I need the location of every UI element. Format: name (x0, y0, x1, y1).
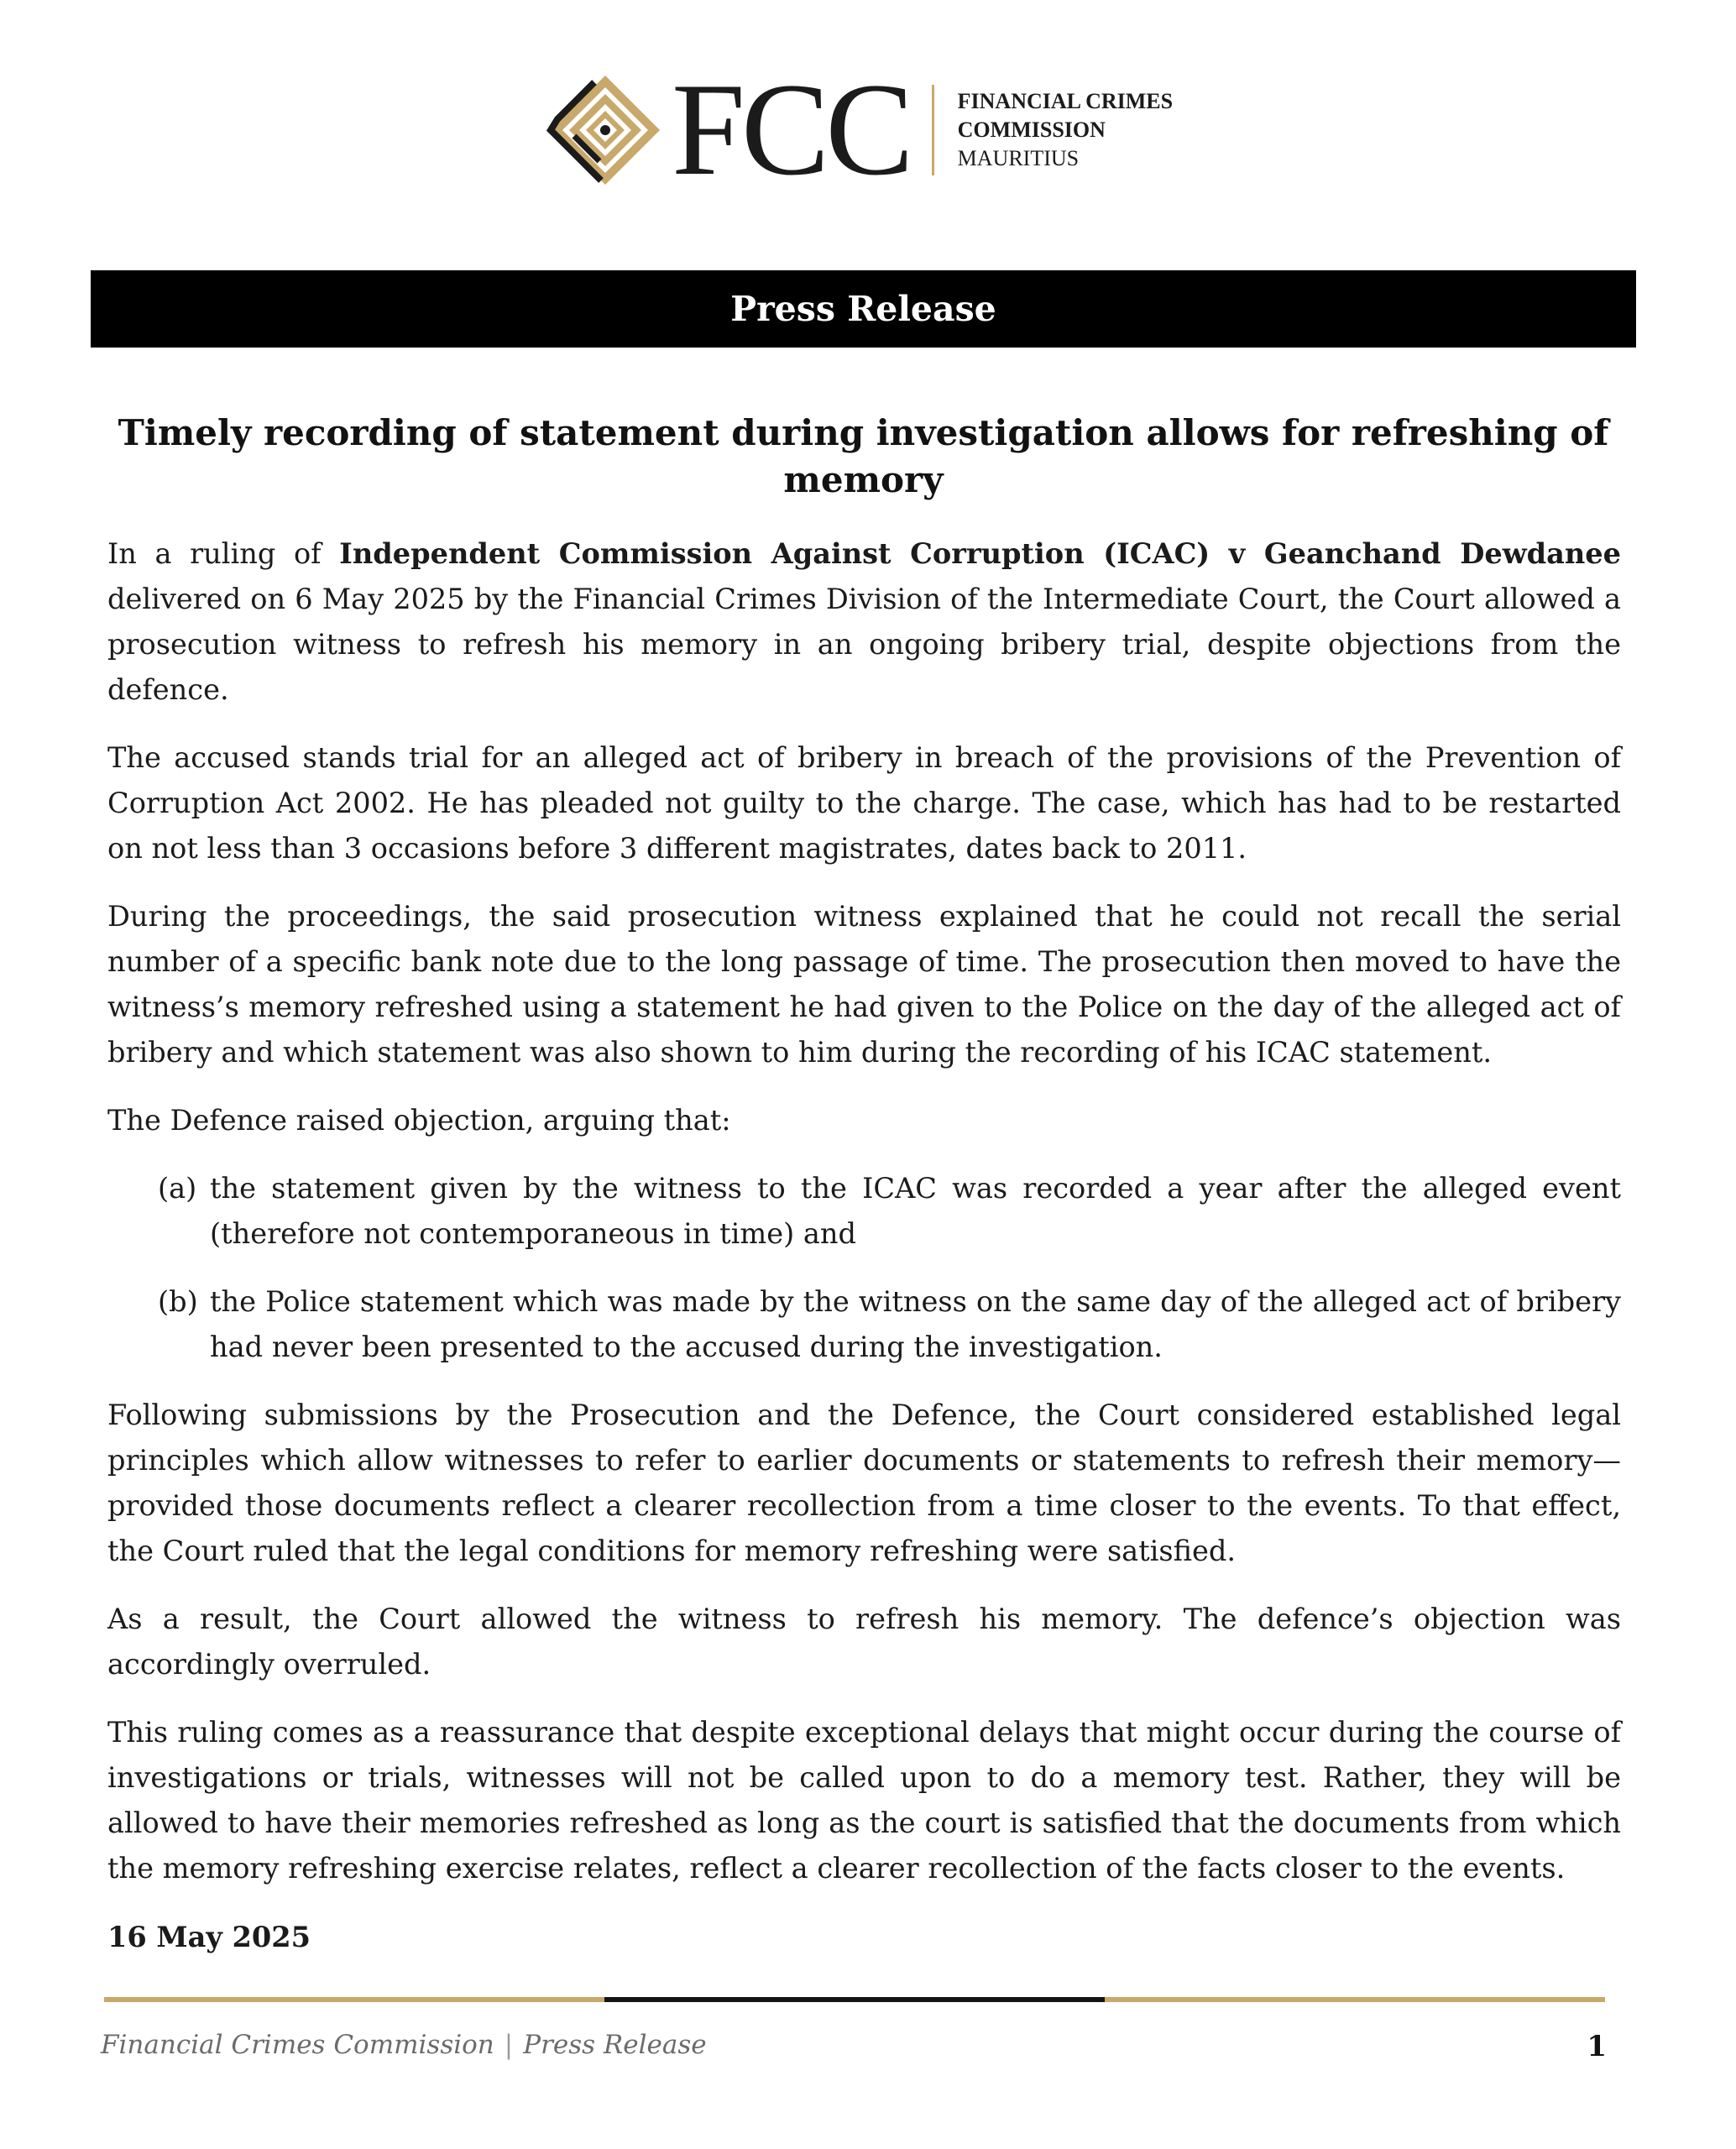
banner-label: Press Release (730, 289, 996, 329)
paragraph-1-intro: In a ruling of (107, 537, 340, 570)
paragraph-4: The Defence raised objection, arguing that: (107, 1104, 731, 1137)
logo-acronym: FCC (672, 56, 910, 203)
paragraph-3: During the proceedings, the said prosecution witness explained that he could not recall the serial number of a specific bank note due to the long passage of time. The prosecution then moved to have the witness’s memory refreshed using a statement he had given to the Police on the day of the alleged act of bribery and which statement was also shown to him during the recording of his ICAC statement. (107, 900, 1621, 1069)
logo-wordmark (958, 87, 1173, 173)
paragraph-7: This ruling comes as a reassurance that despite exceptional delays that might occur during the course of investigations or trials, witnesses will not be called upon to do a memory test. Rather, they will be allowed to have their memories refreshed as long as the court is satisfied that the documents from which the memory refreshing exercise relates, reflect a clearer recollection of the facts closer to the events. (107, 1716, 1621, 1885)
paragraph-1-rest: delivered on 6 May 2025 by the Financial Crimes Division of the Intermediate Court, the Court allowed a prosecution witness to refresh his memory in an ongoing bribery trial, despite objections from the defence. (107, 583, 1621, 706)
list-marker: (a) (158, 1172, 197, 1205)
footer-divider-gold-left (104, 1997, 604, 2002)
logo-divider (932, 85, 934, 175)
press-release-banner (91, 270, 1636, 348)
release-date: 16 May 2025 (107, 1920, 311, 1953)
logo-line-3: MAURITIUS (957, 146, 1080, 170)
footer-divider (104, 1997, 1605, 2002)
footer-divider-gold-right (1105, 1997, 1605, 2002)
list-marker: (b) (158, 1285, 198, 1318)
list-item-text: the Police statement which was made by the witness on the same day of the alleged act of bribery had never been presented to the accused during the investigation. (210, 1285, 1621, 1363)
logo-line-1: FINANCIAL CRIMES (957, 89, 1174, 113)
paragraph-6: As a result, the Court allowed the witness to refresh his memory. The defence’s objection was accordingly overruled. (107, 1603, 1621, 1681)
article-body (107, 531, 1621, 1959)
page-number: 1 (1587, 2030, 1607, 2063)
paragraph-2: The accused stands trial for an alleged act of bribery in breach of the provisions of the Prevention of Corruption Act 2002. He has pleaded not guilty to the charge. The case, which has had to be restarted on not less than 3 occasions before 3 different magistrates, dates back to 2011. (107, 741, 1621, 865)
page-title: Timely recording of statement during investigation allows for refreshing of memory (118, 412, 1609, 500)
footer-divider-dark-center (604, 1997, 1105, 2002)
fcc-diamond-logo-icon (546, 71, 665, 190)
case-name: Independent Commission Against Corruption (ICAC) v Geanchand Dewdanee (339, 536, 1621, 570)
list-item (107, 1279, 1621, 1370)
list-item (107, 1166, 1621, 1257)
paragraph-1 (107, 531, 1621, 713)
logo-line-2: COMMISSION (957, 118, 1106, 142)
list-item-text: the statement given by the witness to the ICAC was recorded a year after the alleged event (therefore not contemporaneous in time) and (210, 1172, 1621, 1250)
letterhead (546, 56, 1174, 203)
footer-organisation: Financial Crimes Commission (101, 2030, 494, 2060)
paragraph-5: Following submissions by the Prosecution and the Defence, the Court considered established legal principles which allow witnesses to refer to earlier documents or statements to refresh their memory—provided those documents reflect a clearer recollection from a time closer to the events. To that effect, the Court ruled that the legal conditions for memory refreshing were satisfied. (107, 1399, 1621, 1567)
footer-separator: | (504, 2030, 514, 2060)
footer-doc-type: Press Release (523, 2030, 707, 2060)
footer-caption (101, 2030, 707, 2060)
